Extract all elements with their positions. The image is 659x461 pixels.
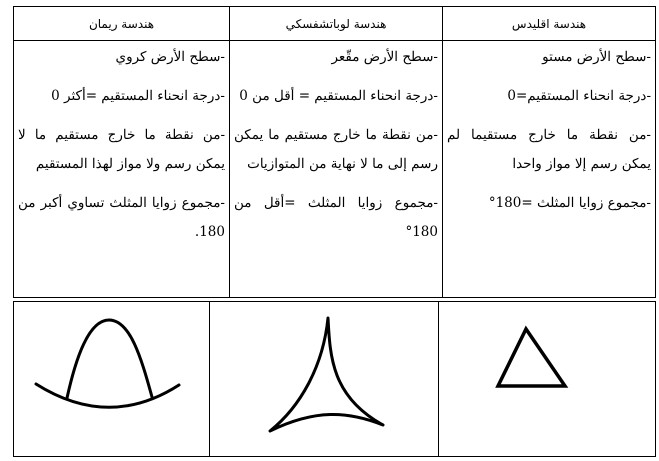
riemann-figure-cell <box>14 302 210 456</box>
flat-triangle-figure <box>439 302 655 456</box>
lobachevsky-curvature: -درجة انحناء المستقيم = أقل من 0 <box>239 88 438 104</box>
hyperbolic-triangle-figure <box>210 302 439 456</box>
figure-table <box>13 301 656 457</box>
riemann-parallel: -من نقطة ما خارج مستقيم ما لا يمكن رسم ولا مواز لهذا المستقيم <box>18 127 225 172</box>
spherical-triangle-figure <box>14 302 210 456</box>
header-euclid: هندسة اقليدس <box>442 7 655 40</box>
lobachevsky-parallel: -من نقطة ما خارج مستقيم ما يمكن رسم إلى ما لا نهاية من المتوازيات <box>234 127 438 172</box>
euclid-angles: -مجموع زوايا المثلث =180° <box>488 195 651 211</box>
lobachevsky-column <box>229 41 442 297</box>
geometry-comparison-page <box>13 6 656 457</box>
lobachevsky-surface: -سطح الأرض مقّعر <box>331 49 438 65</box>
comparison-table <box>13 6 656 298</box>
euclid-figure-cell <box>439 302 655 456</box>
table-header-row <box>14 7 655 41</box>
lobachevsky-figure-cell <box>210 302 439 456</box>
header-riemann: هندسة ريمان <box>88 16 155 31</box>
euclid-column <box>442 41 655 297</box>
euclid-parallel: -من نقطة ما خارج مستقيما لم يمكن رسم إلا مواز واحدا <box>447 127 651 172</box>
riemann-angles: -مجموع زوايا المثلث تساوي أكبر من 180. <box>18 195 225 240</box>
riemann-column <box>14 41 229 297</box>
table-body-row <box>14 41 655 297</box>
riemann-curvature: -درجة انحناء المستقيم =أكثر 0 <box>51 88 225 104</box>
header-lobachevsky: هندسة لوباتشفسكي <box>229 7 442 40</box>
euclid-surface: -سطح الأرض مستو <box>542 49 651 65</box>
euclid-curvature: -درجة انحناء المستقيم=0 <box>507 88 651 104</box>
riemann-surface: -سطح الأرض كروي <box>115 49 225 65</box>
lobachevsky-angles: -مجموع زوايا المثلث =أقل من 180° <box>234 195 438 240</box>
